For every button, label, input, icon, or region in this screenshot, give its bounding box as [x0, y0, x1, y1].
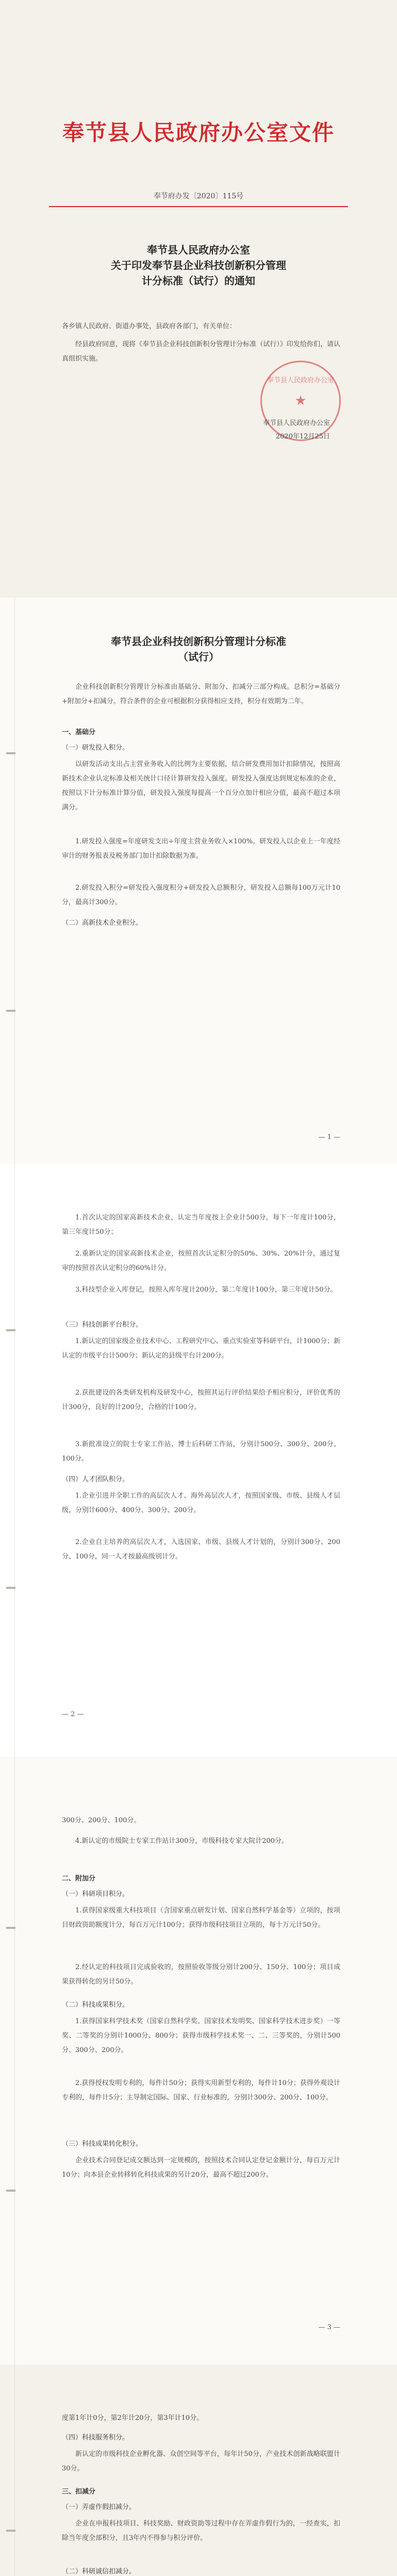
paragraph: 1.获得国家科学技术奖（国家自然科学奖、国家技术发明奖、国家科学技术进步奖）一等奖、二等奖的分别计1000分、800分；获得市级科学技术奖一、二、三等奖的，分别计500分、300分、200分。	[62, 2018, 340, 2054]
page-number: — 1 —	[318, 1133, 340, 1141]
staple-mark	[6, 1587, 15, 1589]
paragraph: 2.重新认定的国家高新技术企业，按照首次认定积分的50%、30%、20%计分，通过复审的按照首次认定积分的60%计分。	[62, 1250, 340, 1272]
header-divider	[49, 206, 348, 207]
page-number: — 3 —	[318, 2324, 340, 2331]
paragraph: 2.获批建设的各类研发机构及研发中心，按照其运行评价结果给予相应积分，评价优秀的计300分，良好的计200分，合格的计100分。	[62, 1389, 340, 1411]
binding-line	[14, 1757, 15, 2365]
paragraph: 新认定的市级科技企业孵化器、众创空间等平台，每年计50分，产业技术创新战略联盟计30分。	[62, 2450, 340, 2472]
paragraph: 1.新认定的国家级企业技术中心、工程研究中心、重点实验室等科研平台，计1000分；新认定的市级平台计500分；新认定的县级平台计200分。	[62, 1337, 340, 1360]
paragraph: 企业在申报科技项目、科技奖励、财政资助等过程中存在弄虚作假行为的，一经查实，扣除当年度全部积分，且3年内不得参与积分评价。	[62, 2520, 340, 2542]
document-number: 奉节府办发〔2020〕115号	[153, 192, 244, 200]
sub-heading: （二）高新技术企业积分。	[62, 919, 143, 927]
binding-line	[14, 598, 15, 1164]
title-line: 关于印发奉节县企业科技创新积分管理	[111, 259, 286, 272]
paragraph: 4.新认定的市级院士专家工作站计300分，市级科技专家大院计200分。	[75, 1837, 289, 1845]
page-2	[0, 598, 397, 1164]
staple-mark	[6, 752, 15, 754]
page-number: — 2 —	[62, 1710, 84, 1718]
paragraph: 1.研发投入强度=年度研发支出÷年度主营业务收入×100%。研发投入以企业上一年度经审计的财务报表及税务部门加计扣除数据为准。	[62, 838, 340, 860]
section-heading: 一、基础分	[62, 728, 96, 736]
paragraph: 3.新批准设立的院士专家工作站、博士后科研工作站，分别计500分、300分、200分、100分。	[62, 1440, 340, 1463]
title-line: 奉节县企业科技创新积分管理计分标准	[111, 635, 286, 648]
page-1	[0, 0, 397, 598]
paragraph: 2.研发投入积分=研发投入强度积分+研发投入总额积分，研发投入总额每100万元计10分，最高计300分。	[62, 884, 340, 906]
sub-heading: （三）科技成果转化积分。	[62, 2140, 143, 2148]
sub-heading: （二）科研诚信扣减分。	[62, 2568, 136, 2575]
staple-mark	[6, 1329, 15, 1331]
page-5	[0, 2365, 397, 2576]
issuer: 奉节县人民政府办公室	[262, 419, 330, 427]
paragraph: 度第1年计0分，第2年计20分，第3年计10分。	[62, 2414, 204, 2422]
staple-mark	[6, 1927, 15, 1929]
sub-heading: （四）人才团队积分。	[62, 1476, 129, 1483]
intro-paragraph: 企业科技创新积分管理计分标准由基础分、附加分、扣减分三部分构成。总积分=基础分+附加分+扣减分。符合条件的企业可根据积分获得相应支持，积分有效期为二年。	[62, 683, 340, 705]
section-heading: 二、附加分	[62, 1875, 96, 1883]
notice-title	[0, 242, 397, 289]
page-4	[0, 1757, 397, 2365]
paragraph: 2.企业自主培养的高层次人才，入选国家、市级、县级人才计划的，分别计300分、200分、100分，同一人才按最高级别计分。	[62, 1538, 340, 1561]
document-header: 奉节县人民政府办公室文件	[62, 120, 335, 145]
paragraph: 1.获得国家级重大科技项目（含国家重点研发计划、国家自然科学基金等）立项的，按项目财政资助额度计分，每百万元计100分；获得市级科技项目立项的，每十万元计50分。	[62, 1907, 340, 1929]
paragraph: 以研发活动支出占主营业务收入的比例为主要依据，结合研发费用加计扣除情况，按照高新技术企业认定标准及相关统计口径计算研发投入强度。研发投入强度达到规定标准的企业，按照以下计分标准计算分值，研发投入强度每提高一个百分点加计相应分值，最高不超过本项满分。	[62, 760, 340, 811]
sub-heading: （一）弄虚作假扣减分。	[62, 2503, 136, 2511]
binding-line	[14, 2365, 15, 2576]
section-heading: 三、扣减分	[62, 2488, 96, 2496]
binding-line	[14, 1164, 15, 1757]
sub-heading: （一）科研项目积分。	[62, 1890, 129, 1898]
staple-mark	[6, 2530, 15, 2532]
standard-title	[0, 634, 397, 665]
notice-body: 经县政府同意，现将《奉节县企业科技创新积分管理计分标准（试行）》印发给你们，请认真组织实施。	[62, 341, 340, 363]
seal-star-icon: ★	[294, 393, 307, 409]
staple-mark	[6, 1010, 15, 1012]
salutation: 各乡镇人民政府、街道办事处，县政府各部门，有关单位：	[62, 323, 237, 330]
paragraph: 3.科技型企业入库登记，按照入库年度计200分，第二年度计100分，第三年度计50分。	[75, 1286, 337, 1294]
paragraph: 300分、200分、100分。	[62, 1817, 141, 1824]
sub-heading: （二）科技成果积分。	[62, 2001, 129, 2009]
paragraph: 2.获得授权发明专利的，每件计50分；获得实用新型专利的，每件计10分；获得外观设计专利的，每件计5分；主导制定国际、国家、行业标准的，分别计300分、200分、100分。	[62, 2079, 340, 2102]
paragraph: 1.企业引进并全职工作的高层次人才、海外高层次人才，按照国家级、市级、县级人才层级，分别计600分、400分、300分、200分。	[62, 1492, 340, 1514]
title-line: （试行）	[178, 651, 219, 663]
issue-date: 2020年12月25日	[275, 433, 330, 440]
seal-text: 奉节县人民政府办公室	[267, 377, 334, 384]
title-line: 奉节县人民政府办公室	[147, 244, 250, 256]
staple-mark	[6, 2190, 15, 2192]
title-line: 计分标准（试行）的通知	[142, 275, 255, 287]
sub-heading: （三）科技创新平台积分。	[62, 1321, 143, 1329]
paragraph: 企业技术合同登记成交额达到一定规模的，按照技术合同认定登记金额计分，每百万元计10分；向本县企业转移转化科技成果的另计20分，最高不超过200分。	[62, 2157, 340, 2179]
sub-heading: （一）研发投入积分。	[62, 744, 129, 752]
sub-heading: （四）科技服务积分。	[62, 2434, 129, 2442]
paragraph: 2.经认定的科技项目完成验收的，按照验收等级分别计200分、150分、100分；项目成果获得转化的另计50分。	[62, 1963, 340, 1986]
page-3	[0, 1164, 397, 1757]
paragraph: 1.首次认定的国家高新技术企业，认定当年度按上企业计500分，每下一年度计100分，第三年度计50分；	[62, 1214, 340, 1236]
